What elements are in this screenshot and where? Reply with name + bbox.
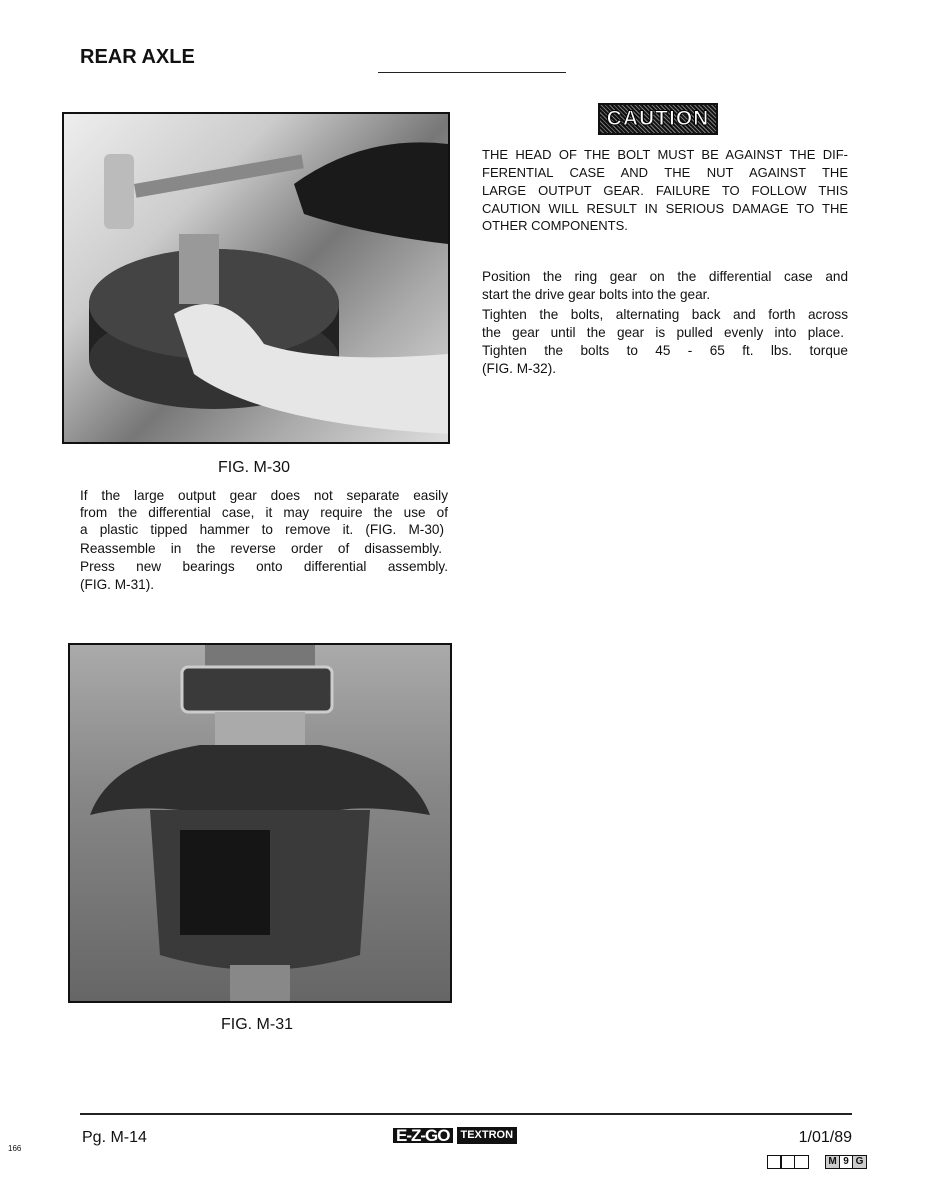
body-line: Press new bearings onto differential assembly.: [80, 559, 448, 574]
caution-line: THE HEAD OF THE BOLT MUST BE AGAINST THE DIF-: [482, 147, 848, 162]
logo-textron: TEXTRON: [457, 1127, 518, 1144]
body-line: Tighten the bolts, alternating back and forth across: [482, 307, 848, 322]
caution-line: LARGE OUTPUT GEAR. FAILURE TO FOLLOW THIS: [482, 183, 848, 198]
figure-m31-caption: FIG. M-31: [221, 1016, 294, 1033]
body-line: a plastic tipped hammer to remove it. (FIG. M-30): [80, 522, 444, 537]
code-box: M: [825, 1155, 840, 1169]
header-rule: [378, 72, 566, 73]
body-line: Tighten the bolts to 45 - 65 ft. lbs. torque: [482, 343, 848, 358]
revision-date: 1/01/89: [798, 1129, 852, 1146]
body-line: (FIG. M-31).: [80, 577, 155, 592]
revision-code-boxes: [768, 1155, 867, 1169]
caution-line: OTHER COMPONENTS.: [482, 218, 628, 233]
caution-badge: [598, 103, 718, 135]
code-box: 9: [839, 1155, 854, 1169]
section-title: REAR AXLE: [80, 46, 195, 68]
footer-rule: [80, 1113, 852, 1115]
body-line: If the large output gear does not separate easily: [80, 488, 448, 503]
ezgo-textron-logo: [393, 1127, 517, 1144]
caution-line: CAUTION WILL RESULT IN SERIOUS DAMAGE TO THE: [482, 201, 848, 216]
page-number: Pg. M-14: [82, 1129, 147, 1146]
body-line: (FIG. M-32).: [482, 361, 557, 376]
body-line: Position the ring gear on the differential case and: [482, 269, 848, 284]
body-line: Reassemble in the reverse order of disassembly.: [80, 541, 442, 556]
differential-illustration: [70, 645, 450, 1001]
figure-m31-photo: [68, 643, 452, 1003]
margin-number: 166: [8, 1144, 22, 1153]
body-line: the gear until the gear is pulled evenly into place.: [482, 325, 844, 340]
figure-m30-photo: [62, 112, 450, 444]
code-box: G: [852, 1155, 867, 1169]
body-line: from the differential case, it may require the use of: [80, 505, 448, 520]
logo-ezgo: E-Z-GO: [393, 1128, 453, 1143]
code-box: [794, 1155, 809, 1169]
figure-m30-caption: FIG. M-30: [218, 459, 291, 476]
gear-hammer-illustration: [64, 114, 448, 442]
body-line: start the drive gear bolts into the gear.: [482, 287, 711, 302]
caution-line: FERENTIAL CASE AND THE NUT AGAINST THE: [482, 165, 848, 180]
caution-label: CAUTION: [606, 107, 710, 130]
